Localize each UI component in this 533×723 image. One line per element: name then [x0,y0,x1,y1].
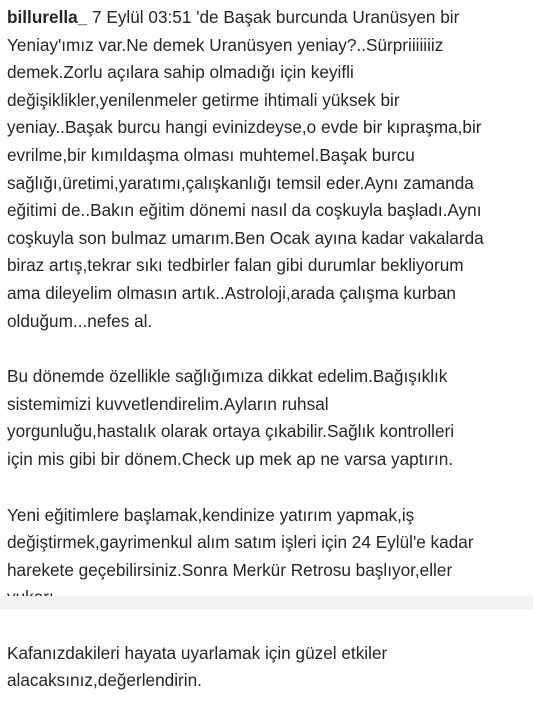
caption-paragraph-3: Yeni eğitimlere başlamak,kendinize yatırım yapmak,iş değiştirmek,gayrimenkul alım satım işleri için 24 Eylül'e kadar harekete geçebilirsiniz.Sonra Merkür Retrosu başlıyor,eller [7,504,474,580]
username-link[interactable]: billurella_ [7,7,88,27]
post-date: 7 Eylül 03:51 [92,7,192,27]
caption-paragraph-2: Bu dönemde özellikle sağlığımıza dikkat edelim.Bağışıklık sistemimizi kuvvetlendirelim.Ayların ruhsal yorgunluğu,hastalık olarak ortaya çıkabilir.Sağlık kontrolleri için mis gibi bir dönem.Check up mek ap ne varsa yaptırın. [7,366,455,469]
caption-paragraph-1-body: 'de Başak burcunda Uranüsyen bir Yeniay'ımız var.Ne demek Uranüsyen yeniay?..Sürpriiiiiiiz demek.Zorlu açılara sahip olmadığı için keyifli değişiklikler,yenilenmeler getirme ihtimali yüksek bir yeniay..Başak burcu hangi evinizdeyse,o evde bir kıpraşma,bir evrilme,bir kımıldaşma olması muhtemel.Başak burcu sağlığı,üretimi,yaratımı,çalışkanlığı temsil eder.Aynı zamanda eğitimi de..Bakın eğitim dönemi nasıl da coşkuyla başladı.Aynı coşkuyla son bulmaz umarım.Ben Ocak ayına kadar vakalarda biraz artış,tekrar sıkı tedbirler falan gibi durumlar bekliyorum ama dileyelim olmasın artık..Astroloji,arada çalışma kurban olduğum...nefes al. [7,7,484,331]
caption-paragraph-1 [7,4,529,335]
post-caption [7,4,529,723]
bottom-divider [0,596,533,610]
caption-paragraph-4: Kafanızdakileri hayata uyarlamak için güzel etkiler alacaksınız,değerlendirin. [7,642,388,691]
